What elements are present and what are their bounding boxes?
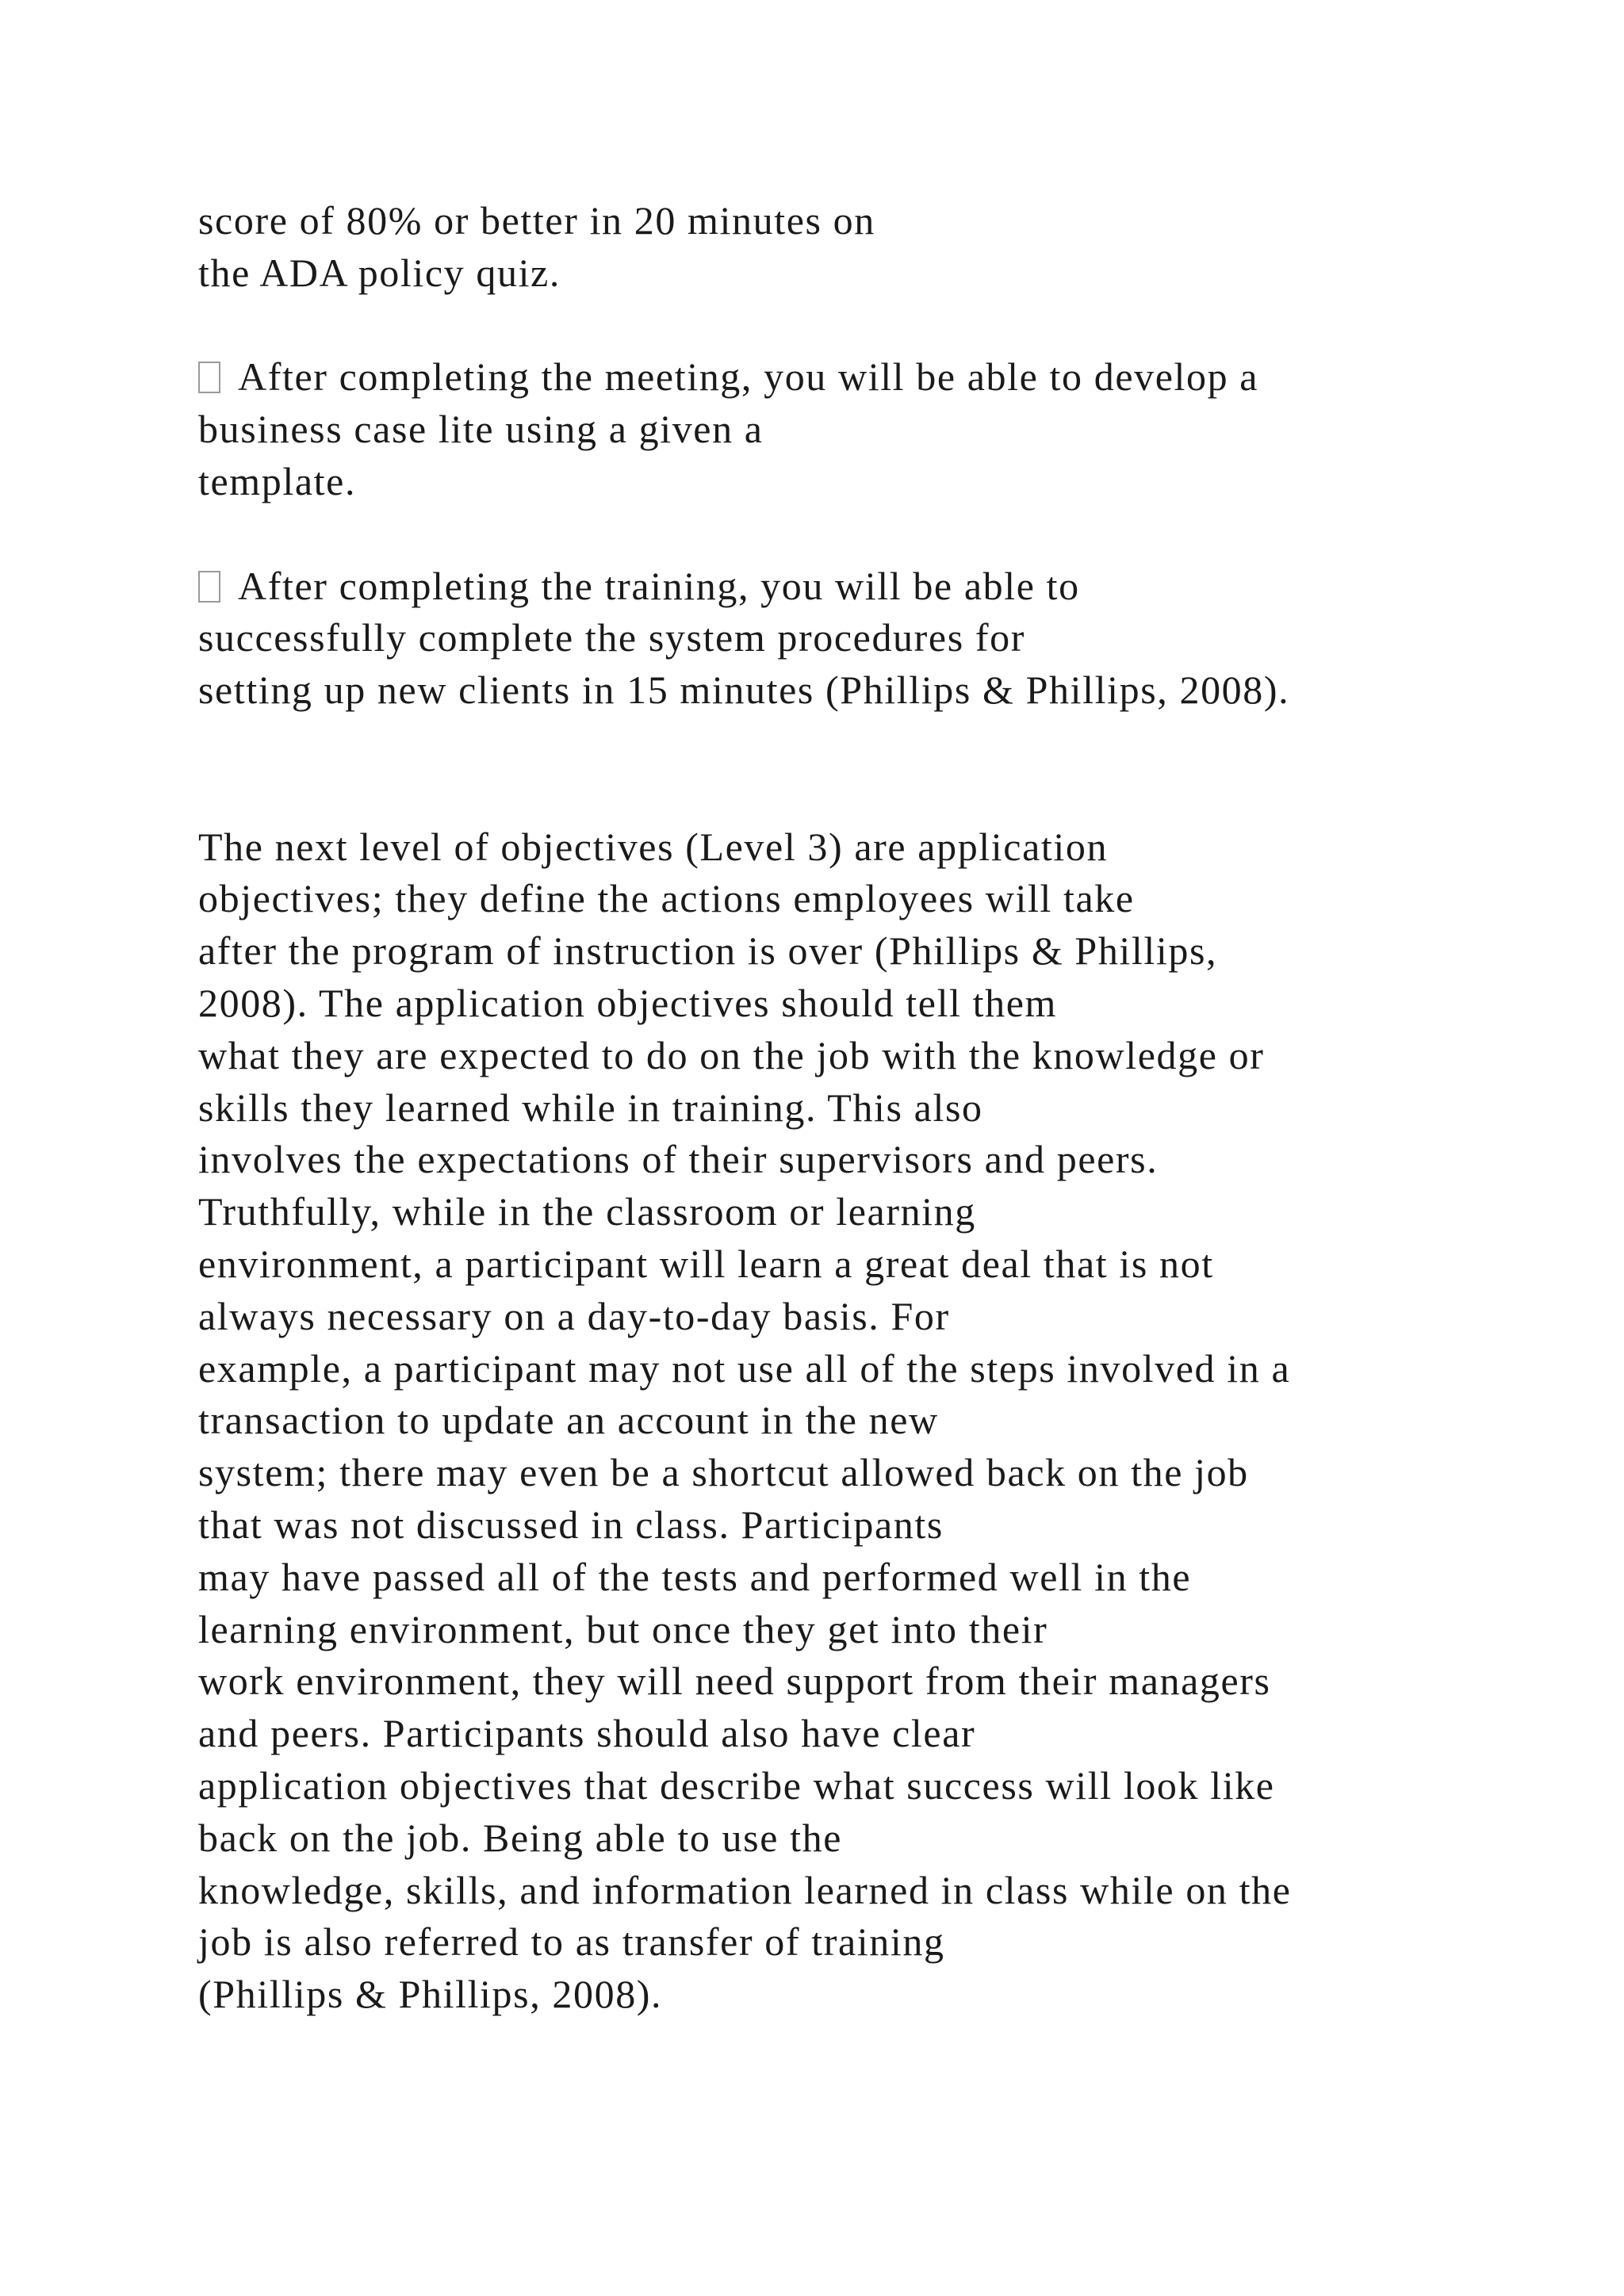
spacer <box>198 717 1546 821</box>
text-line: knowledge, skills, and information learned in class while on the <box>198 1867 1292 1912</box>
text-line: successfully complete the system procedures for <box>198 615 1025 660</box>
bullet-item-meeting <box>198 351 1546 507</box>
text-line: 2008). The application objectives should tell them <box>198 980 1058 1025</box>
text-line: involves the expectations of their supervisors and peers. <box>198 1137 1159 1182</box>
text-line: job is also referred to as transfer of training <box>198 1919 945 1965</box>
text-line: learning environment, but once they get into their <box>198 1606 1048 1651</box>
text-line: work environment, they will need support from their managers <box>198 1659 1271 1704</box>
text-line: that was not discussed in class. Participants <box>198 1502 944 1547</box>
text-line: and peers. Participants should also have clear <box>198 1711 976 1756</box>
spacer <box>198 508 1546 561</box>
text-line: The next level of objectives (Level 3) are application <box>198 824 1109 869</box>
text-line: example, a participant may not use all of the steps involved in a <box>198 1345 1291 1391</box>
text-line: business case lite using a given a <box>198 407 764 452</box>
text-line: (Phillips & Phillips, 2008). <box>198 1972 663 2017</box>
text-line: after the program of instruction is over (Phillips & Phillips, <box>198 928 1218 974</box>
application-objectives-paragraph <box>198 821 1546 2021</box>
text-line: After completing the meeting, you will be able to develop a <box>238 354 1259 400</box>
bullet-icon <box>198 571 220 603</box>
text-line: Truthfully, while in the classroom or learning <box>198 1189 976 1234</box>
bullet-icon <box>198 362 220 393</box>
text-line: may have passed all of the tests and performed well in the <box>198 1554 1192 1599</box>
text-line: the ADA policy quiz. <box>198 250 561 295</box>
text-line: back on the job. Being able to use the <box>198 1815 842 1860</box>
document-body <box>198 195 1546 2021</box>
text-line: setting up new clients in 15 minutes (Phillips & Phillips, 2008). <box>198 668 1290 713</box>
text-line: score of 80% or better in 20 minutes on <box>198 198 875 243</box>
text-line: template. <box>198 458 357 503</box>
text-line: environment, a participant will learn a great deal that is not <box>198 1241 1214 1286</box>
spacer <box>198 300 1546 352</box>
text-line: objectives; they define the actions employees will take <box>198 876 1135 921</box>
text-line: what they are expected to do on the job with the knowledge or <box>198 1032 1265 1077</box>
text-line: always necessary on a day-to-day basis. For <box>198 1293 950 1338</box>
intro-text <box>198 195 1546 300</box>
text-line: system; there may even be a shortcut allowed back on the job <box>198 1450 1249 1495</box>
text-line: application objectives that describe what success will look like <box>198 1762 1275 1808</box>
text-line: After completing the training, you will be able to <box>238 563 1080 608</box>
text-line: transaction to update an account in the new <box>198 1398 939 1443</box>
text-line: skills they learned while in training. This also <box>198 1085 983 1130</box>
bullet-item-training <box>198 561 1546 717</box>
